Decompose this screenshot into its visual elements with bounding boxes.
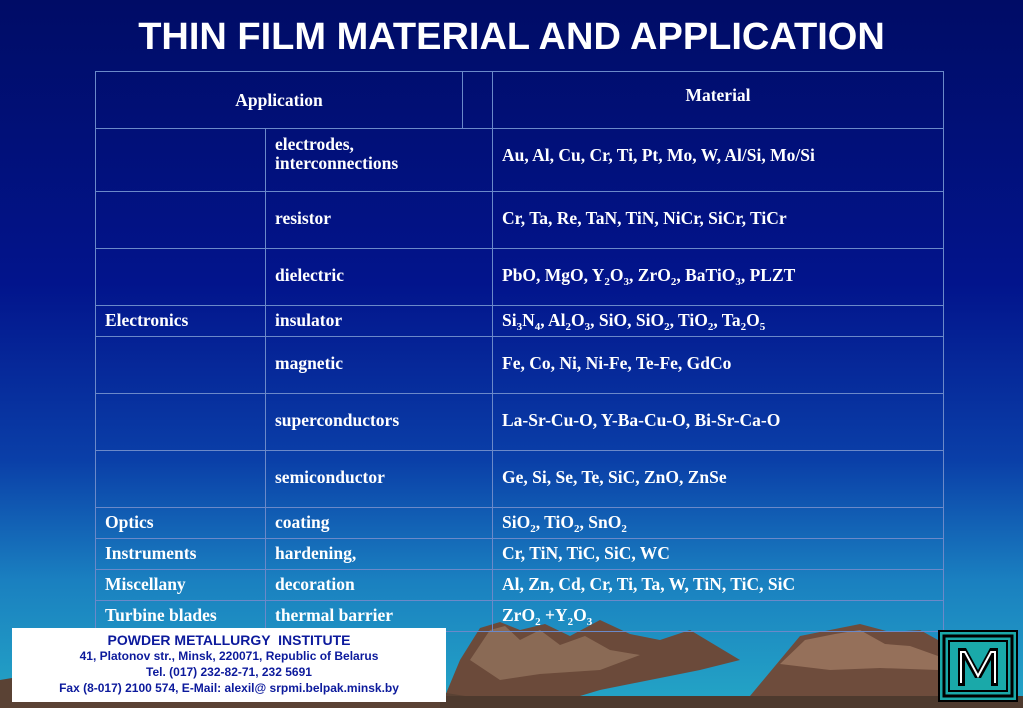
category-cell: Electronics xyxy=(96,306,266,337)
header-material: Material xyxy=(493,72,944,129)
category-cell xyxy=(96,249,266,306)
table-row xyxy=(96,394,944,451)
table-row xyxy=(96,306,944,337)
institute-fax-email: Fax (8-017) 2100 574, E-Mail: alexil@ srpmi.belpak.minsk.by xyxy=(59,681,399,695)
material-cell: PbO, MgO, $Y_2O_3$, ZrO$_2$, BaTiO$_3$, PLZT xyxy=(493,249,944,306)
application-cell: dielectric xyxy=(266,249,493,306)
material-cell: SiO$_2$, TiO$_2$, SnO$_2$ xyxy=(493,508,944,539)
header-spacer-cell xyxy=(463,72,493,129)
table-row xyxy=(96,601,944,632)
table-header-row xyxy=(96,72,944,129)
category-cell xyxy=(96,129,266,192)
application-cell: decoration xyxy=(266,570,493,601)
material-cell: Cr, TiN, TiC, SiC, WC xyxy=(493,539,944,570)
category-cell xyxy=(96,451,266,508)
material-cell: $ZrO_2 +Y_2O_3$ xyxy=(493,601,944,632)
application-cell: hardening, xyxy=(266,539,493,570)
header-application: Application xyxy=(96,72,463,129)
table-row xyxy=(96,451,944,508)
material-cell: La-Sr-Cu-O, Y-Ba-Cu-O, Bi-Sr-Ca-O xyxy=(493,394,944,451)
application-cell xyxy=(266,129,493,192)
category-cell: Miscellany xyxy=(96,570,266,601)
application-text: electrodes, interconnections xyxy=(275,134,399,173)
table-row xyxy=(96,539,944,570)
institute-address: 41, Platonov str., Minsk, 220071, Republic of Belarus xyxy=(79,649,379,663)
page-title: THIN FILM MATERIAL AND APPLICATION xyxy=(138,16,885,58)
material-cell: Ge, Si, Se, Te, SiC, ZnO, ZnSe xyxy=(493,451,944,508)
category-cell: Turbine blades xyxy=(96,601,266,632)
institute-logo-icon xyxy=(938,630,1018,702)
institute-name: POWDER METALLURGY INSTITUTE xyxy=(107,632,351,648)
table-row xyxy=(96,129,944,192)
category-cell xyxy=(96,394,266,451)
application-cell: thermal barrier xyxy=(266,601,493,632)
table-row xyxy=(96,192,944,249)
institute-info-box xyxy=(12,628,446,702)
material-cell: Cr, Ta, Re, TaN, TiN, NiCr, SiCr, TiCr xyxy=(493,192,944,249)
category-cell: Instruments xyxy=(96,539,266,570)
table-row xyxy=(96,570,944,601)
material-cell: $Si_3N_4$, $Al_2O_3$, SiO, SiO$_2$, TiO$_2$, $Ta_2O_5$ xyxy=(493,306,944,337)
material-cell: Fe, Co, Ni, Ni-Fe, Te-Fe, GdCo xyxy=(493,337,944,394)
thin-film-table xyxy=(95,71,944,632)
institute-phone: Tel. (017) 232-82-71, 232 5691 xyxy=(146,665,312,679)
application-cell: magnetic xyxy=(266,337,493,394)
table-row xyxy=(96,337,944,394)
table-row xyxy=(96,249,944,306)
application-cell: insulator xyxy=(266,306,493,337)
material-cell: Au, Al, Cu, Cr, Ti, Pt, Mo, W, Al/Si, Mo/Si xyxy=(493,129,944,192)
category-cell xyxy=(96,337,266,394)
application-cell: resistor xyxy=(266,192,493,249)
table-row xyxy=(96,508,944,539)
category-cell xyxy=(96,192,266,249)
application-cell: coating xyxy=(266,508,493,539)
application-cell: semiconductor xyxy=(266,451,493,508)
category-cell: Optics xyxy=(96,508,266,539)
material-cell: Al, Zn, Cd, Cr, Ti, Ta, W, TiN, TiC, SiC xyxy=(493,570,944,601)
application-cell: superconductors xyxy=(266,394,493,451)
